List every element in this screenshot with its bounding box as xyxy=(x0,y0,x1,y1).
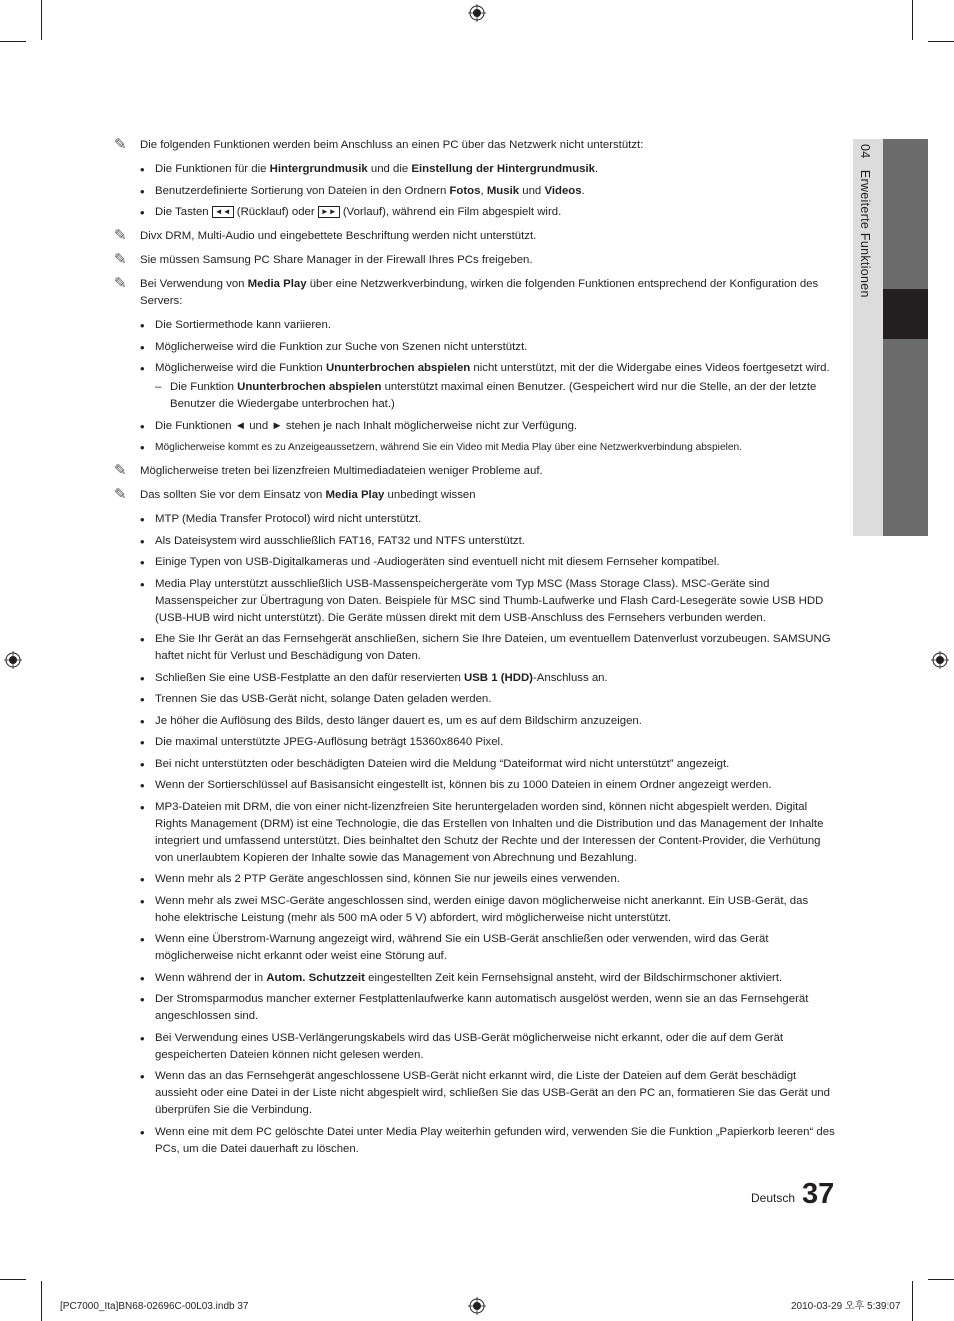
crop-mark xyxy=(928,1279,954,1280)
crop-mark xyxy=(41,1281,42,1321)
chapter-number: 04 xyxy=(858,144,872,159)
chapter-title: Erweiterte Funktionen xyxy=(858,169,872,298)
pencil-note-icon: ✎ xyxy=(114,275,127,292)
pencil-note-icon: ✎ xyxy=(114,486,127,503)
list-item: • Die Sortiermethode kann variieren. xyxy=(114,317,836,334)
list-item: • Wenn eine Überstrom-Warnung angezeigt wird, während Sie ein USB-Gerät anschließen oder verwenden, wird das Gerät möglicherweise nicht erkannt oder weist eine Störung auf. xyxy=(114,931,836,965)
list-item: • Wenn das an das Fernsehgerät angeschlossene USB-Gerät nicht erkannt wird, die Liste der Dateien auf dem Gerät beschädigt aussieht oder eine Datei in der Liste nicht abgespielt wird, schließen Sie das USB-Gerät an den PC an, formatieren Sie das Gerät und überprüfen Sie die Verbindung. xyxy=(114,1068,836,1119)
pencil-note-icon: ✎ xyxy=(114,136,127,153)
list-item: • Die maximal unterstützte JPEG-Auflösung beträgt 15360x8640 Pixel. xyxy=(114,734,836,751)
crop-mark xyxy=(0,41,26,42)
list-item: • Wenn eine mit dem PC gelöschte Datei unter Media Play weiterhin gefunden wird, verwenden Sie die Funktion „Papierkorb leeren“ des PCs, um die Datei dauerhaft zu löschen. xyxy=(114,1124,836,1158)
registration-mark-icon xyxy=(4,651,22,669)
registration-mark-icon xyxy=(468,1297,486,1315)
footer-language: Deutsch xyxy=(751,1191,796,1205)
list-item: • Einige Typen von USB-Digitalkameras und -Audiogeräten sind eventuell nicht mit diesem Fernseher kompatibel. xyxy=(114,554,836,571)
chapter-tab-block xyxy=(883,139,928,289)
list-item: • Wenn mehr als zwei MSC-Geräte angeschlossen sind, werden einige davon möglicherweise nicht anerkannt. Ein USB-Gerät, das hohe elektrische Leistung (mehr als 500 mA oder 5 V) abfordert, wird möglicherweise nicht unterstützt. xyxy=(114,893,836,927)
crop-mark xyxy=(41,0,42,40)
bullet-list xyxy=(114,511,836,1158)
list-item: • Wenn während der in Autom. Schutzzeit eingestellten Zeit kein Fernsehsignal ansteht, wird der Bildschirmschoner aktiviert. xyxy=(114,970,836,987)
list-item: • Trennen Sie das USB-Gerät nicht, solange Daten geladen werden. xyxy=(114,691,836,708)
note: ✎ Bei Verwendung von Media Play über eine Netzwerkverbindung, wirken die folgenden Funktionen entsprechend der Konfiguration des Servers: xyxy=(114,275,819,307)
list-item: • Ehe Sie Ihr Gerät an das Fernsehgerät anschließen, sichern Sie Ihre Dateien, um eventuellem Datenverlust vorzubeugen. SAMSUNG haftet nicht für Verlust und Beschädigung von Daten. xyxy=(114,631,836,665)
print-slug-date: 2010-03-29 오후 5:39:07 xyxy=(791,1301,901,1312)
rewind-key-icon: ◄◄ xyxy=(212,206,234,218)
list-item: • Als Dateisystem wird ausschließlich FAT16, FAT32 und NTFS unterstützt. xyxy=(114,533,836,550)
pencil-note-icon: ✎ xyxy=(114,251,127,268)
sub-list-item: – Die Funktion Ununterbrochen abspielen unterstützt maximal einen Benutzer. (Gespeichert wird nur die Stelle, an der der letzte Benutzer die Wiedergabe unterbrochen hat.) xyxy=(155,381,817,410)
chapter-tab-label xyxy=(856,144,873,298)
crop-mark xyxy=(928,41,954,42)
pencil-note-icon: ✎ xyxy=(114,462,127,479)
list-item: • Benutzerdefinierte Sortierung von Dateien in den Ordnern Fotos, Musik und Videos. xyxy=(114,183,836,200)
note: ✎ Divx DRM, Multi-Audio und eingebettete Beschriftung werden nicht unterstützt. xyxy=(114,227,537,244)
page-number: 37 xyxy=(802,1178,835,1210)
registration-mark-icon xyxy=(468,4,486,22)
chapter-tab-block xyxy=(883,339,928,536)
print-slug-file: [PC7000_Ita]BN68-02696C-00L03.indb 37 xyxy=(60,1301,249,1312)
list-item: • Je höher die Auflösung des Bilds, desto länger dauert es, um es auf dem Bildschirm anzuzeigen. xyxy=(114,713,836,730)
list-item: • Bei nicht unterstützten oder beschädigten Dateien wird die Meldung “Dateiformat wird nicht unterstützt” angezeigt. xyxy=(114,756,836,773)
list-item: • Wenn mehr als 2 PTP Geräte angeschlossen sind, können Sie nur jeweils eines verwenden. xyxy=(114,871,836,888)
list-item: • MP3-Dateien mit DRM, die von einer nicht-lizenzfreien Site heruntergeladen worden sind, können nicht abgespielt werden. Digital Rights Management (DRM) ist eine Technologie, die das Erstellen von Inhalten und die Distribution und das Management der Inhalte integriert und umfassend unterstützt. Dies beinhaltet den Schutz der Rechte und der Interessen der Content-Provider, die Verhütung von unerlaubtem Kopieren der Inhalte sowie das Management von Abrechnung und Bezahlung. xyxy=(114,799,836,867)
list-item: • Die Funktionen für die Hintergrundmusik und die Einstellung der Hintergrundmusik. xyxy=(114,161,836,178)
chapter-tab-active-block xyxy=(883,289,928,339)
bullet-list xyxy=(114,161,836,221)
pencil-note-icon: ✎ xyxy=(114,227,127,244)
note: ✎ Sie müssen Samsung PC Share Manager in der Firewall Ihres PCs freigeben. xyxy=(114,251,533,268)
page-content xyxy=(114,137,836,1165)
list-item: • Möglicherweise wird die Funktion Ununterbrochen abspielen nicht unterstützt, mit der die Widergabe eines Videos foertgesetzt wird. – Die Funktion Ununterbrochen abspielen unterstützt maximal einen Benutzer. (Gespeichert wird nur die Stelle, an der der letzte Benutzer die Wiedergabe unterbrochen hat.) xyxy=(114,360,836,413)
note: ✎ Möglicherweise treten bei lizenzfreien Multimediadateien weniger Probleme auf. xyxy=(114,462,543,479)
list-item: • Wenn der Sortierschlüssel auf Basisansicht eingestellt ist, können bis zu 1000 Dateien in einem Ordner angezeigt werden. xyxy=(114,777,836,794)
list-item: • Die Funktionen ◄ und ► stehen je nach Inhalt möglicherweise nicht zur Verfügung. xyxy=(114,418,836,435)
note: ✎ Die folgenden Funktionen werden beim Anschluss an einen PC über das Netzwerk nicht unterstützt: xyxy=(114,136,644,153)
list-item: • Schließen Sie eine USB-Festplatte an den dafür reservierten USB 1 (HDD)-Anschluss an. xyxy=(114,670,836,687)
crop-mark xyxy=(0,1279,26,1280)
list-item: • MTP (Media Transfer Protocol) wird nicht unterstützt. xyxy=(114,511,836,528)
fast-forward-key-icon: ►► xyxy=(318,206,340,218)
crop-mark xyxy=(912,0,913,40)
list-item: • Bei Verwendung eines USB-Verlängerungskabels wird das USB-Gerät möglicherweise nicht erkannt, oder die auf dem Gerät gespeicherten Dateien können nicht gelesen werden. xyxy=(114,1030,836,1064)
list-item: • Möglicherweise wird die Funktion zur Suche von Szenen nicht unterstützt. xyxy=(114,339,836,356)
list-item: • Media Play unterstützt ausschließlich USB-Massenspeichergeräte vom Typ MSC (Mass Storage Class). MSC-Geräte sind Massenspeicher zur Übertragung von Daten. Beispiele für MSC sind Thumb-Laufwerke und Flash Card-Lesegeräte sowie USB HDD (USB-HUB wird nicht unterstützt). Die Geräte müssen direkt mit dem USB-Anschluss des Fernsehers verbunden werden. xyxy=(114,576,836,627)
crop-mark xyxy=(912,1281,913,1321)
registration-mark-icon xyxy=(931,651,949,669)
list-item: • Möglicherweise kommt es zu Anzeigeaussetzern, während Sie ein Video mit Media Play über eine Netzwerkverbindung abspielen. xyxy=(114,439,836,456)
list-item: • Der Stromsparmodus mancher externer Festplattenlaufwerke kann automatisch ausgelöst werden, wenn sie an das Fernsehgerät angeschlossen sind. xyxy=(114,991,836,1025)
bullet-list xyxy=(114,317,836,456)
list-item: • Die Tasten ◄◄ (Rücklauf) oder ►► (Vorlauf), während ein Film abgespielt wird. xyxy=(114,204,836,221)
note: ✎ Das sollten Sie vor dem Einsatz von Media Play unbedingt wissen xyxy=(114,486,476,503)
